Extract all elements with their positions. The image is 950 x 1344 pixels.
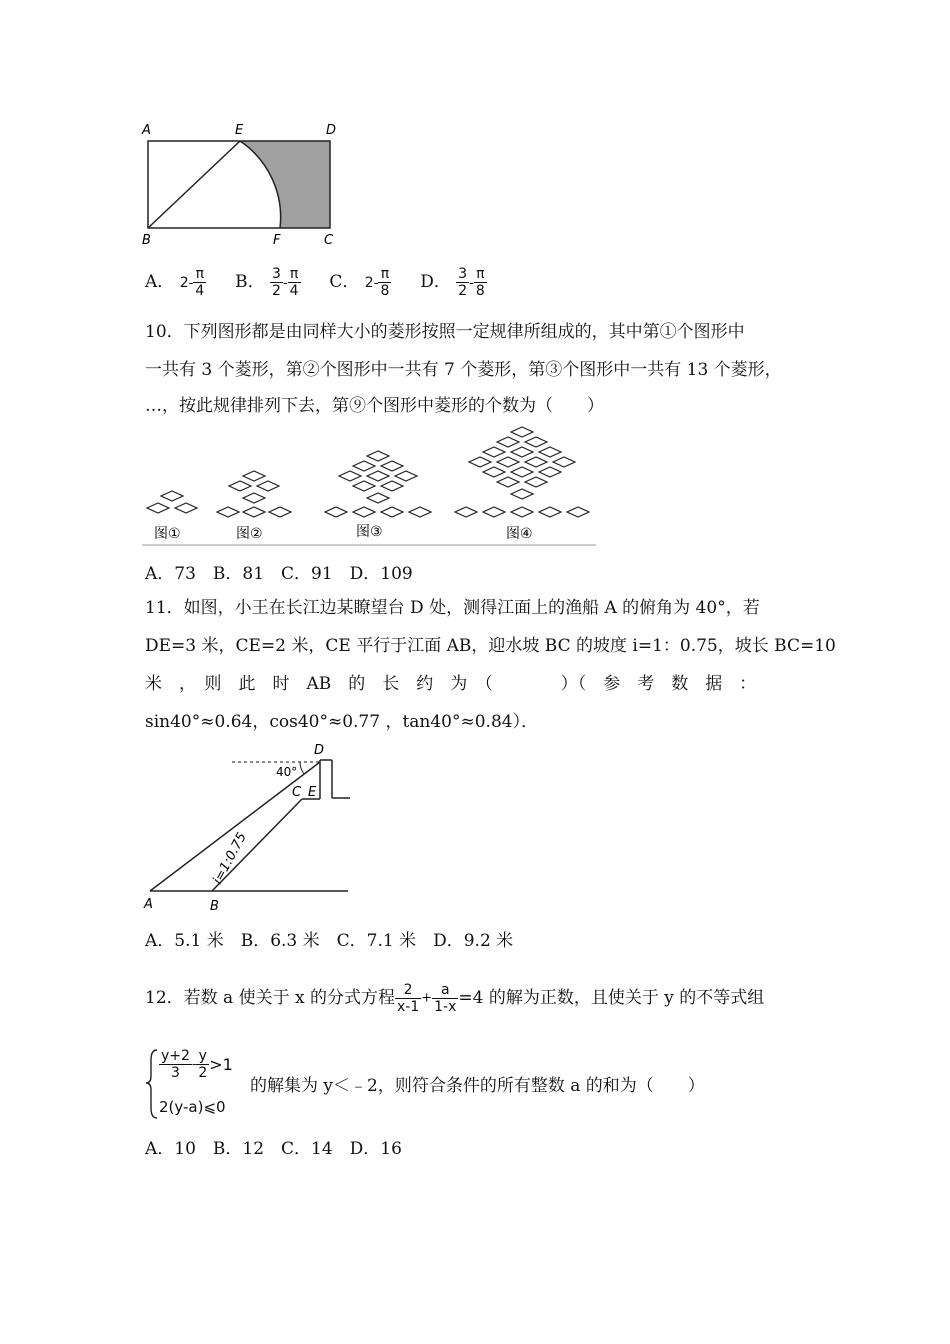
q9-option-b[interactable]: B． $\frac{3}{2}$ - $\frac{\pi}{4}$	[235, 266, 299, 299]
rhombus	[483, 467, 505, 477]
fig-label-1: 图①	[154, 526, 181, 542]
slope-label: i=1:0.75	[210, 830, 250, 887]
q10-line-1: 10．下列图形都是由同样大小的菱形按照一定规律所组成的，其中第①个图形中	[145, 322, 745, 342]
rhombus	[539, 507, 561, 517]
rhombus	[409, 507, 431, 517]
q12-answers[interactable]: A．10 B．12 C．14 D．16	[145, 1139, 402, 1159]
rhombus	[367, 451, 389, 461]
rhombus	[325, 507, 347, 517]
fig-label-4: 图④	[506, 526, 533, 542]
label-d: D	[314, 743, 325, 758]
q11-line-3: 米 ， 则 此 时 AB 的 长 约 为 （ ）（ 参 考 数 据 ：	[145, 674, 757, 694]
rhombus	[511, 467, 533, 477]
rhombus	[175, 503, 197, 513]
rhombus	[497, 437, 519, 447]
angle-label: 40°	[276, 765, 298, 779]
label-b: B	[210, 899, 219, 914]
rhombus	[353, 481, 375, 491]
q9-options	[145, 262, 487, 303]
rhombus	[161, 491, 183, 501]
rhombus	[525, 437, 547, 447]
q11-line-1: 11．如图，小王在长江边某瞭望台 D 处，测得江面上的渔船 A 的俯角为 40°，若	[145, 598, 760, 618]
label-c: C	[324, 233, 334, 248]
rhombus	[483, 447, 505, 457]
label-f: F	[273, 233, 281, 248]
rhombus	[367, 493, 389, 503]
label-d: D	[326, 123, 337, 138]
shaded-region	[240, 141, 330, 228]
rhombus	[455, 507, 477, 517]
q10-line-2: 一共有 3 个菱形，第②个图形中一共有 7 个菱形，第③个图形中一共有 13 个菱形，	[145, 360, 782, 380]
line-da	[150, 762, 320, 891]
q9-option-c[interactable]: C． 2- $\frac{\pi}{8}$	[329, 266, 390, 299]
q9-option-a[interactable]: A． 2- $\frac{\pi}{4}$	[145, 266, 205, 299]
label-e: E	[308, 785, 317, 800]
rhombus	[525, 457, 547, 467]
rhombus	[553, 457, 575, 467]
rhombus	[147, 503, 169, 513]
rhombus	[353, 461, 375, 471]
q12-line-2: 的解集为 y＜﹣2，则符合条件的所有整数 a 的和为（ ）	[250, 1076, 705, 1096]
rhombus	[511, 447, 533, 457]
q10-line-3: …，按此规律排列下去，第⑨个图形中菱形的个数为（ ）	[145, 396, 604, 416]
inequality-1: $\frac{y+2}{3}$ - $\frac{y}{2}$ >1	[161, 1048, 233, 1081]
q11-answers[interactable]: A．5.1 米 B．6.3 米 C．7.1 米 D．9.2 米	[145, 931, 514, 951]
q10-answers[interactable]: A．73 B．81 C．91 D．109	[145, 564, 413, 584]
segment-be	[148, 141, 240, 228]
rhombus	[217, 507, 239, 517]
q9-figure	[140, 118, 350, 250]
q11-line-4: sin40°≈0.64，cos40°≈0.77 ，tan40°≈0.84）．	[145, 712, 539, 732]
q12-line-1: 12．若数 a 使关于 x 的分式方程 $\frac{2}{x-1}$ + $\frac{a}{1-x}$ =4 的解为正数，且使关于 y 的不等式组	[145, 982, 765, 1015]
rhombus	[539, 467, 561, 477]
rhombus	[511, 507, 533, 517]
rhombus	[381, 507, 403, 517]
fig-label-2: 图②	[236, 526, 263, 542]
rhombus	[381, 461, 403, 471]
rhombus	[539, 447, 561, 457]
rhombus	[511, 427, 533, 437]
label-e: E	[235, 123, 244, 138]
fig-label-3: 图③	[356, 524, 383, 540]
rhombus	[567, 507, 589, 517]
q11-figure	[140, 738, 360, 916]
rhombus	[469, 457, 491, 467]
rhombus	[367, 471, 389, 481]
rhombus	[497, 457, 519, 467]
rhombus	[243, 507, 265, 517]
angle-arc	[300, 762, 304, 774]
rhombus	[497, 477, 519, 487]
label-a: A	[142, 123, 151, 138]
rhombus	[257, 481, 279, 491]
label-a: A	[144, 897, 153, 912]
rhombus	[511, 489, 533, 499]
rhombus	[339, 471, 361, 481]
rhombus	[269, 507, 291, 517]
rhombus	[243, 493, 265, 503]
rhombus	[525, 477, 547, 487]
q11-line-2: DE=3 米，CE=2 米，CE 平行于江面 AB，迎水坡 BC 的坡度 i=1：0.75，坡长 BC=10	[145, 636, 836, 656]
rhombus	[243, 471, 265, 481]
inequality-system	[145, 1046, 255, 1121]
rhombus	[381, 481, 403, 491]
q10-figure	[140, 422, 600, 550]
label-c: C	[292, 785, 302, 800]
label-b: B	[142, 233, 151, 248]
inequality-2: 2(y-a)⩽0	[159, 1098, 226, 1116]
q9-option-d[interactable]: D． $\frac{3}{2}$ - $\frac{\pi}{8}$	[420, 266, 485, 299]
rhombus	[229, 481, 251, 491]
rhombus	[483, 507, 505, 517]
rhombus	[395, 471, 417, 481]
rhombus	[353, 507, 375, 517]
